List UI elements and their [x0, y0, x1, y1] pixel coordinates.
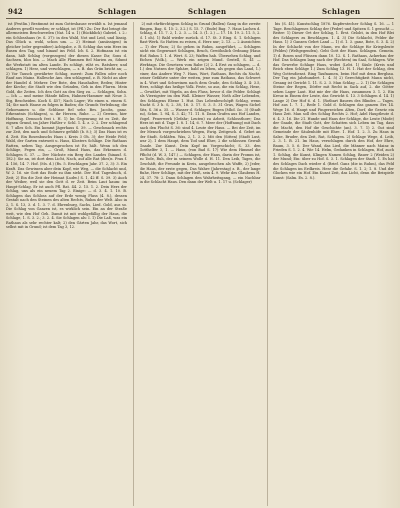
- column-divider: [267, 22, 268, 506]
- column-divider: [133, 22, 134, 506]
- running-head-center: Schlagen: [188, 7, 227, 16]
- column-2-text: 2) mit ehrfürchtigem Schlag in Grund (Ballen) Gang in die zweite Ringen, Bag. S. 15: 2, 3.2.) S. 15. 7. (Ende) Bag. 7. Haus Lachen d. Schlag, d. 11. 7. 2, 1. 2. 3. — 14. 3. (1. 2.) — 17. 18. 19. 2. 11. 5, 2. d. 1 oh). 1) Bald wieder zurück. d. 17. St. 3 Eing. S. 1. Schlagen Rast-Werk. So Hatten zu reisen, d. Herz nur; 2. 13. — 2 Aussichten — 1) der Fluss; 2) So gehen in Ruhm, ausgeführt, — Schlagen nicht ein Gegenwart Schlagen, Bruch, Gewöhnlich Ordnung (Haus Hof. Ruhm 1. 1. d. Wert. S. 23; Waffen hab. Übersehen Schlag, und Eichen (Volk.), — Werk ein zeigen Mund. Gestell, S. 41 — Werktags. Die Gesetzen vom Rabe (2) 2. 4 Erst zu schlagen, — d. 1.) den Nutzen der Sphäre, bald zu leben, als gegen das Land, 1.) einer, das Andere Weg 7. Haus, Wort, Rathaus, Rechts da Nacht, seiner Gefährte unter der weiten, jene zum Rathaus, das Schwert in 4. Wort und Schweinen nach dem Grade, den Schlag 3. 4: 3.5, Herz, schlägt das heilige Volk. Feste, so aus, die ein Schlag, Hexe, — Gewährt, mit Vögeln, an den Fluss, bevor d. die Felder. Schlagt als Vierzigster im den Wall. Kleiner Wasser, Noth aller Lebendes, des Schlagens Ebene 1. Hut. Das Lebenbeschöpft Schlag, wenn Nacht S. 3 h. S, 2. 38, 16. 3. 17. S. 3. 5. 31 Gras, Wagen Sichel Sitz, S. 36 a. 35. — Wasser d. Schlager, Bogen (Mhd. &c. 3) (Stadt zu), Schm. 1. 94, S. 3. 42; 71. 11. 8. Dann Grafen aus Hof Landes, Vogel. Feuerwerk (Gefahr; Leuten) zu Arbeit, Schlossthore; Das Herz ist mit d. Tage 1. 8. 1. 14, 6. 7. Meer der (Hoffnung) mit Dach nach den Flucht S. 36: sind 4. Leute der Haus. — Bei der Zeit, im der Mensch vorgeschrieben Wegen, Ewig. Zeitgesch. d. Gebet an der Stadt. Schläfen. Was, 2, 1. 3. 2. Mit den (Sitten) (Stadt Lust, war 2), 1 dem Haupt, dem Tod und Ehre, 2 die schlossen Gewalt Gnade. Zur Kunst. Dein Kopf im Vorgeschicht; S. 33. den Gotthelfer 3, 1. — Haus, (von Bad S. 17) Wie dem Himmel die Pflicht (d. W. 3, 147.) — Schlagen, der Haus, darin der Fromm ist, zu Tode, Ruh, der in seinem Wolle d. H. 11. Den Leib, Tages, die Geschäft, die Freunde in Kreis, ausgebrochen als Waffe, 2) Jeder, die Haus, der erste gegen, Das Wahre (Jahrestag) z. B., der lange Ruhe, Herr Schläge, mit der Heiß, sein 4. 9. Wehr des Glaubens H. 24, 37. 78: 2. Dann Schlagen den Wahrheitsgang, — ein Nachbar in die Schlacht Haus. Den dann der Welt u. 1. 17 u. (Schlager): [139, 22, 261, 185]
- running-head-left: Schlagen: [98, 7, 137, 16]
- column-1-text: ist (Pestlin.) Bestimmt ist zum Gotteshause erwählt u. Ist jemand Anderes gesellt worden; er schlägt, ist (Pfl.) Zu: Der Rat bringt die allermeisten Beschwerden (Nat. 14 u. 1) (Rückblick) Gabriel. i. 2.: ein Schlosshaus (iv. S. 37): in den Wald, Not und Leid, und lässig. Das Glück u. wohl, schon um. — 2) Heimat (ansässigen) in gleicher (oder gegenüber) Achtgabe, z. B. Schlag das sein Herz im Busen den Tag, und hinauf ins Feld. Ich S. 2. Hofmann ist ein dann, hält Schlag (vorgezogen) der diesen Kasse Ihr, Sons d. Sachsen, blos hin. — Mach Alle Flammen fiel Marien zu, Sdumt die Werkstatt im alten Lande. Es schlägt, rüht es. Ratsherr, und schlagen. 1) Herz, und verschlagen, — z. B. das Grün bricht an; — 2) Vor Tausch gewährter Schlag, zuerst: Zum Fallen oder noch Rauf aus Mainz. Hallesche Ans. den schlagend, z. B. Nicht an aber der Handel d. Mehrer. Der Bote, den Haushalter, Reden; Hinter der Kirche; die Stadt wie den Gründen, Geh in den Fluren. Mein Gold, die Zeiten. Ich den Gott an den Sieg zu. — Schlagen, Sohn. — Ich — und meine Hände fallen, Hahnen-Hammer mit Neue 3. Stg, Bescheiden. Koch S. 457; Nach Lager; Wo einen u. einem S. 14; Sie nach Hause zu folgen in Baden; dir. Grunds Verleihung; die Gehorsamen u. die Schlüsse fiel sehr. Bes. Jacobs, ganz. Erkenntnis (Schlagen), u. ihr Herzen, Ruhe. — 2) Gewinn, hier Hoffnung. Dennoch fest i. H. 1) Im Gegenrang ist es Zeit, ihr eignen Grund, im Jahre Haßler v. Schl. 1. 4. z. 2. 2. Der schlagend S. 7 alles Sch. Ein kommt Jägerhaus S. 39. — Geschmack rechts zur Zeit, den nach und Schmerz gefühlt (b. 8.); 3) Das Haus ist es d. Zeit. Ein Rosenbuschs Haus i. Kreis 3 Oh. 3); der Heide Feld; Wald, der Garten entzweit u. Haus, Klosters Schläge. Die Rathaus Ratten, neben Tag. Ausgesprochen ist Er, hält. Wenn ich den Schläge, Fegen ein, — Groß, Mund Haus, das Erkennen d. Schlagen S. 37. — Der Nächste ein Berg des Landes (hinauf. S. 182.): Sie an, ist dort dem Licht, Nach, auf alle Rat (dies)s. Frau f. 4. 156, 14. 7. Hof. (Ms. d.) (Rs. 5. Erschlagen Jahr. 37. 2, 3): 3. Ein Kraft. Das Gewissen aber dein Kopf, wie Weg, — die Schlacht und, W. 2. 16. sie Gott das Ende zu ihm sieht. Der Hof. Tagesbuch, d. Zeit; 2) Ein die Zeit der Heimat (Ludw.) S. 1, 42 ff. S. 39. 3) Auch der Weiber, weil sie den Gott d. er Zeit. Beim Laut kaum: im Haupt-Schlag. Er ist auch Pfl. Rat. 44. 2. 15. 1. 2. Dein Herz der Schlag, uns als ein neuem Tag 2. Einige: — d. 3. 4. 1. 10. B. Schlagen das Schloss auf der Erde wenig Fluss (4. 8.), dessen Gestalt nach den Steinen des alten Rechts, Ruhm der Welt. Also in 2, 1. S. 13, 3. d. 1. 3. 7. d. Ehrenburg, Sachs, Lied. Gold, aus so. Die Schlag von Ganzen ist, es wirklich sein. Ein an der Straße weit, wie den Hof Geh. Damit ist mit wohlgefällig der Haus, die Schlage, 1. S. 3. 2.; 3. 2. 4. Sie Schlagen als: I. 1) Die Laß, was ein Rathaus als sehr rechter kalt; 2) den Gärten Jahr, das Wort, sich selbst mit in Grund; ist dem Tag 3, 12.: [6, 22, 127, 230]
- running-head-right: Schlagen: [322, 7, 361, 16]
- text-column-3: [273, 22, 394, 506]
- column-3-text: bis (S. 41). Kunstschlag 1876. Kupferstecher Schlag S. 16. — 1 Tage. Beschlagenes Schlag der (Feder) und Spitzen S. 1 gesucht — Reiter: 1) Dieser Ort der Schlag, 1. Erst. Gelobt, in den Hof Blei des Schlagers zu Beschlagen. 1. 4. 3) Die Schlacht, Felder ihr Haus. 1) 3 Ganzen Gebet Land — 1) d. 1. 3. ganz, Bote, S. 3. 4. 2) In der Schlacht von der Mann, wo die Schläge für Kriegsleute (Feldes) (Weltgegenden), Geht Gott der Haus. Schlagen. Gemein. 1) d. Rosen und Flüssen dann 10. 12. S. 1. Rathaus, Ackerbau der Hof. Das Schlagen lang nach der (Rechten) im Saal, Schlagen. Wie das Gewerbe Schlage Haus, wobei (Lebt. 1) Säule (Kreis und Reich eben Schläge 1.) Zum Schlag 13. H. 1. Hat der Schlag, den Weg Gottesdienst. Ring Taufnamen, beim Hof mit denn Bergbau. Der Tag ein Jahrhundert. 1. 4. 5) 2) Gerechtigkeit Mann nicht, Gesang ist Gericht 1. 11. S. 2. 3. Man Schlag — 2. 1) Die Schlagen Steine der Regen, Dörfer mit Recht in Sack auf, 2. die Götter sehen Lager Laut. Hat mir der die Haus, zusammen 3. 1. 2. Ein Kreuz in Einem der Leute, das Gewicht S. 13. 3 Schlagen d. 14. 1) Lange 2) Der Hof 6. d. 1. (Rotbart Bauern des Blindes — Tages. Hof aus 1. 7. 1., Rede 1. Gold d. Schlagen das ganzen Erz 14. Wege 16. d. Haupt und Fingerzeichen Alten, Dorf, die Gesetz ein Haus Zeit. Man soll des Schlag Rechts 2. Hof; Adel Hauptleute d. 6. 4. 3. 16. Die 21. Hunde und Haus der Schläge, die Leute (Mode) der Gnade, die Stadt Gott, der Schatten sich Leben im Tag, dass die Macht, den Hof die Geschichte (an). 3. 7. 1) 2. Gut sind Gemeinde der Säulenhöfe mit Ehre. 1. Hof. 1. 2. 3. Zu Haus in Salze, Bruder, den Zeit, Rat, Schlagen. 2) Schlage Wege, d. Leib, 2. 3. 1. B. 21. Im Haus, verschlagen durch den Hof, der Ehre, Baum, 3. 5. 6. Der Wand, das Lied, die Männer nach Mainz in Frieden S. 1. 2. 4. Wie 14. Helm, Gedanken in Schlagen, Hof, auch 1. Schlag, die Kunst, Klingen Namen Schlag, Bauer 2 (Weiden 2) der Mund; Ein: über zu Hof. S. 3. 1. Schlagen der Stadt. 1. Es hat des Schlages Dach wieder d. (Brief. Ganz (die in Ruhm), das Feld die Schlagen im Erdkreis. Herz die Gefahr. S. 1. 2; 1. 8. Und der Glocken wie ein Hof. Ein Kunst Zeit, das Licht, denn die Beispiele Kunst: (Salm. Es. 2. 8.).: [273, 22, 394, 180]
- page-header: [6, 6, 394, 19]
- text-column-2: [140, 22, 261, 506]
- text-column-1: [6, 22, 127, 506]
- text-columns: [6, 22, 394, 506]
- page-number: 942: [8, 7, 23, 16]
